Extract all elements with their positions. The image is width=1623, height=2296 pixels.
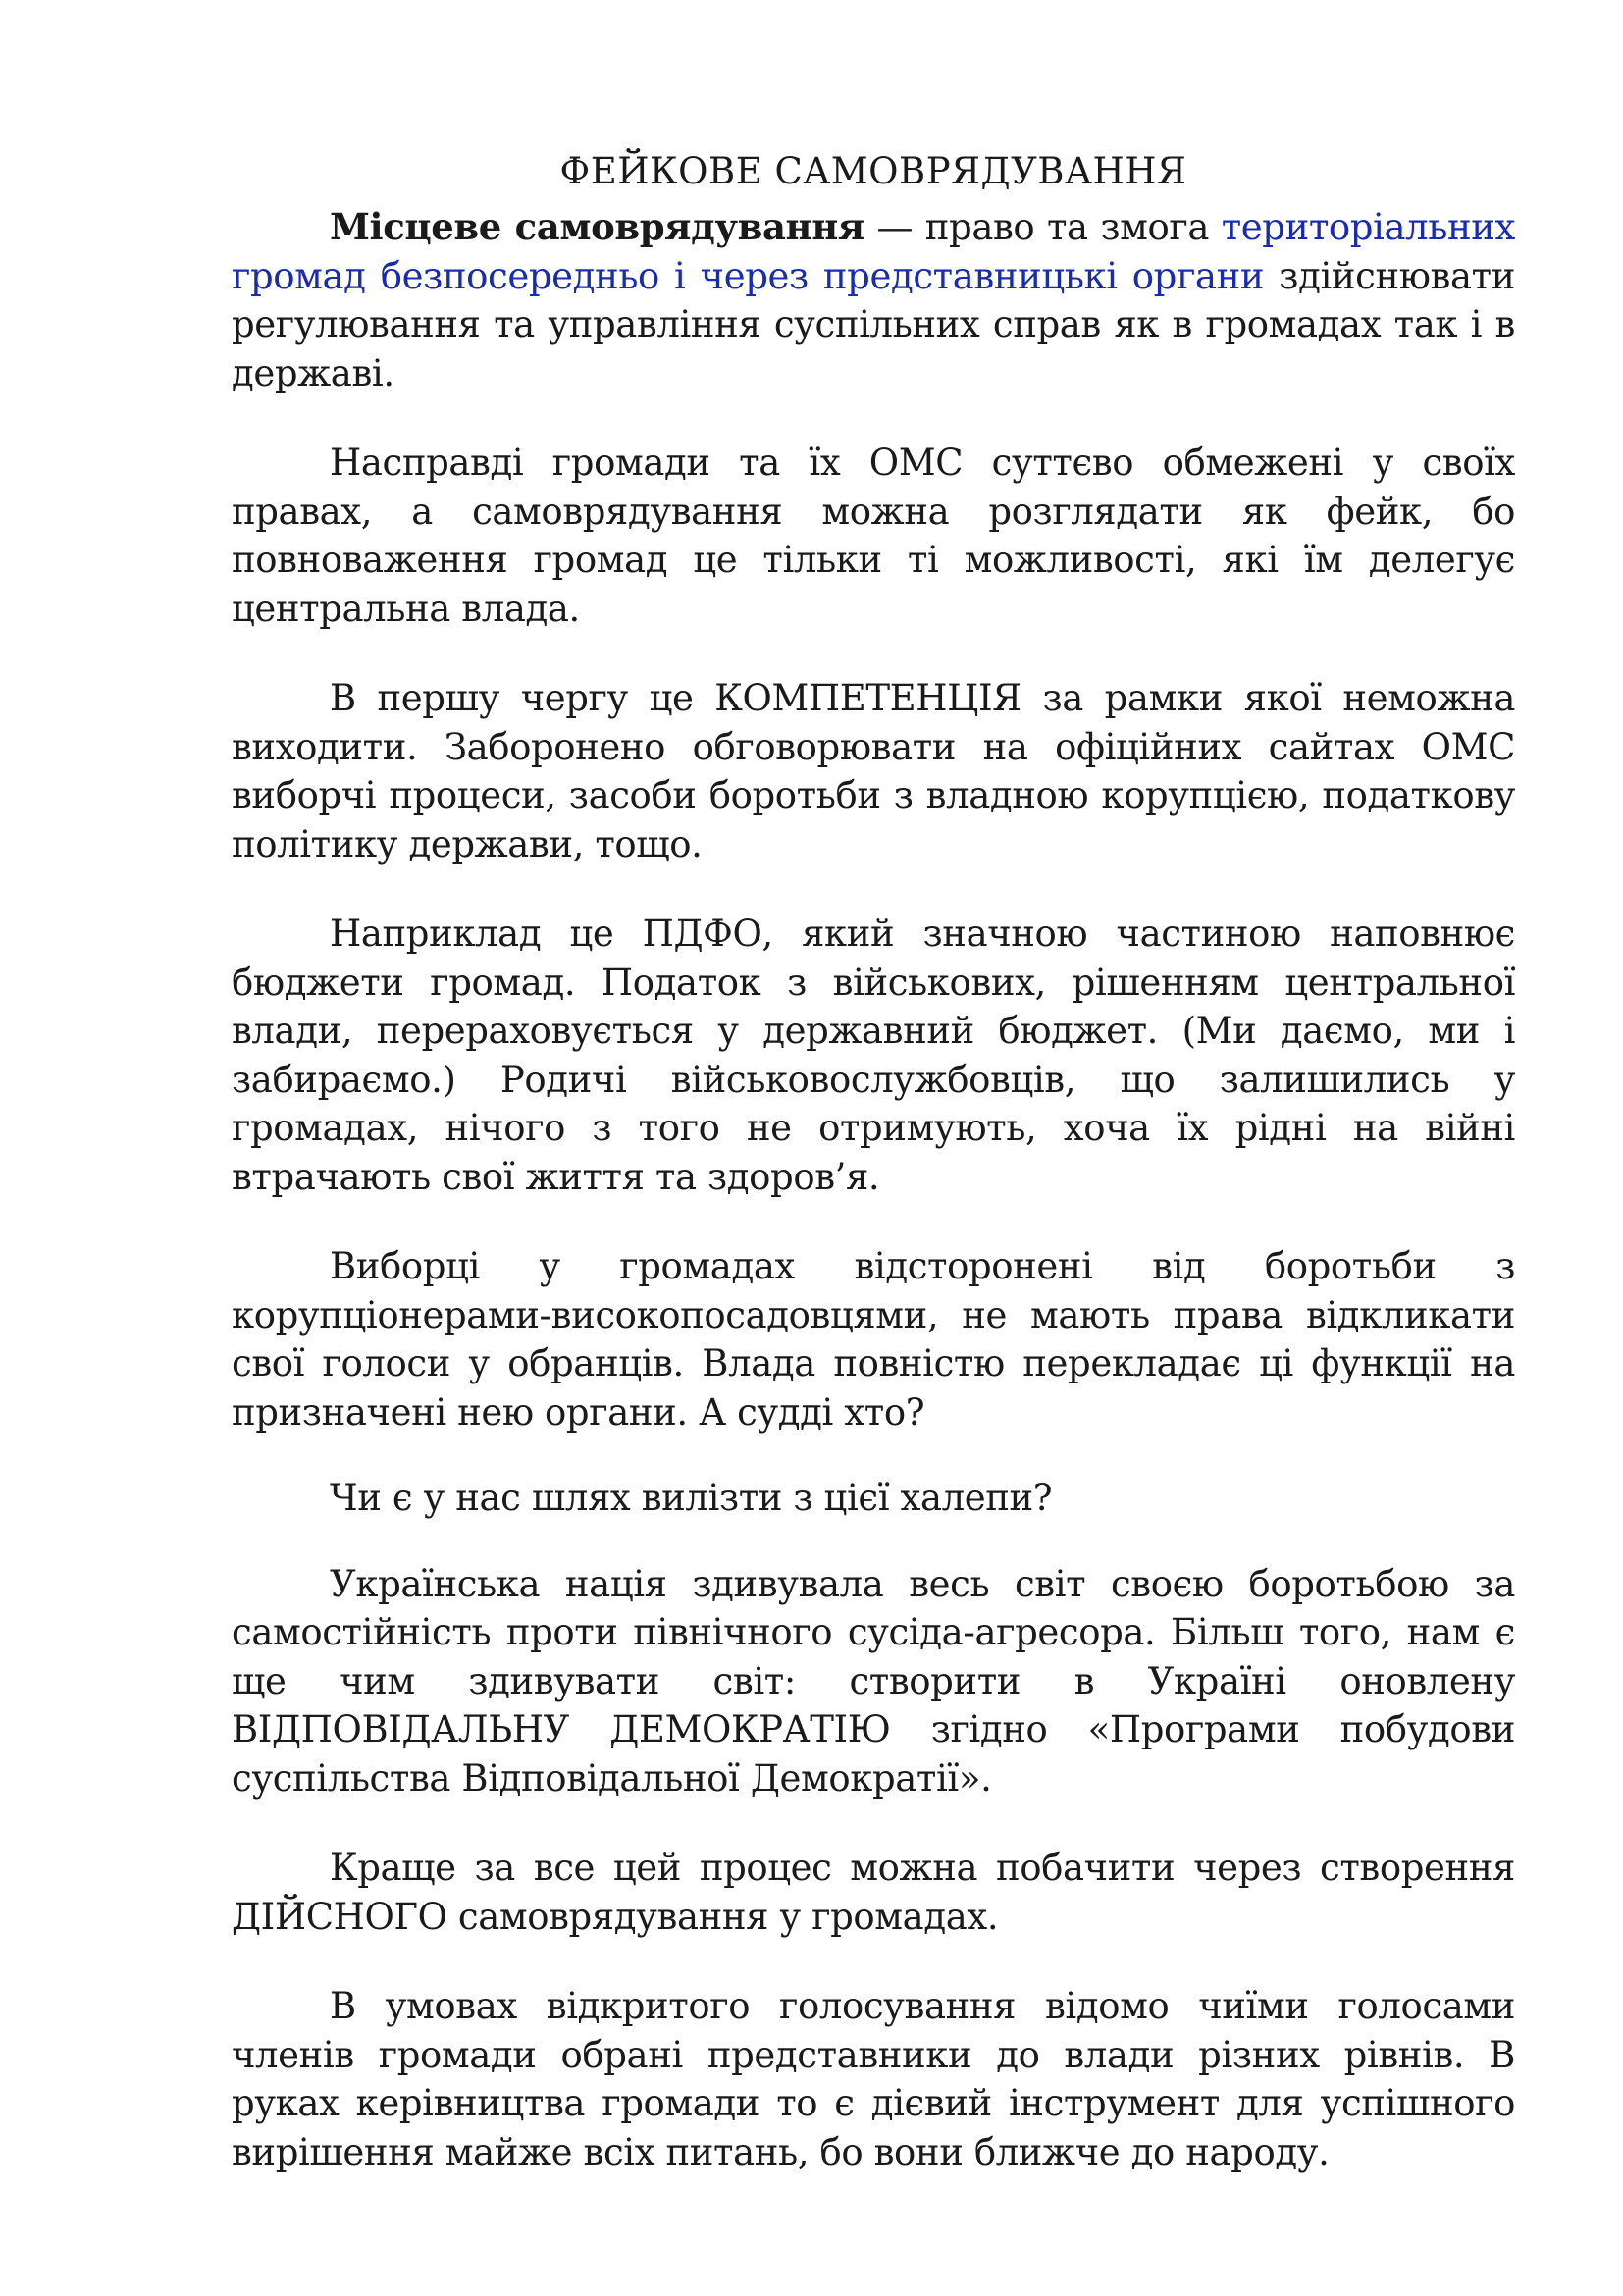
paragraph-pdfo: Наприклад це ПДФО, який значною частиною наповнює бюджети громад. Податок з військових, рішенням центральної влади, перераховується у державний бюджет. (Ми даємо, ми і забираємо.) Родичі військовослужбовців, що залишились у громадах, нічого з того не отримують, хоча їх рідні на війні втрачають свої життя та здоров’я. <box>232 913 1515 1198</box>
paragraph-fake-selfgovernment: Насправді громади та їх ОМС суттєво обмежені у своїх правах, а самоврядування можна розглядати як фейк, бо повноваження громад це тільки ті можливості, які їм делегує центральна влада. <box>232 442 1515 630</box>
paragraph-question: Чи є у нас шлях вилізти з цієї халепи? <box>330 1477 1053 1519</box>
paragraph-definition <box>232 203 1515 397</box>
defined-term: Місцеве самоврядування <box>330 205 864 248</box>
paragraph-competence: В першу чергу це КОМПЕТЕНЦІЯ за рамки якої неможна виходити. Заборонено обговорювати на офіційних сайтах ОМС виборчі процеси, засоби боротьби з владною корупцією, податкову політику держави, тощо. <box>232 677 1515 865</box>
territorial-communities-link[interactable]: територіальних громад безпосередньо і через представницькі органи <box>232 206 1515 297</box>
definition-dash: — право та змога <box>864 206 1222 248</box>
document-body <box>232 147 1515 2218</box>
paragraph-voters: Виборці у громадах відсторонені від боротьби з корупціонерами-високопосадовцями, не мають права відкликати свої голоси у обранців. Влада повністю перекладає ці функції на призначені нею органи. А судді хто? <box>232 1245 1515 1434</box>
paragraph-ukrainian-nation: Українська нація здивувала весь світ своєю боротьбою за самостійність проти північного сусіда-агресора. Більш того, нам є ще чим здивувати світ: створити в Україні оновлену ВІДПОВІДАЛЬНУ ДЕМОКРАТІЮ згідно «Програми побудови суспільства Відповідальної Демократії». <box>232 1562 1515 1800</box>
paragraph-open-voting: В умовах відкритого голосування відомо чиїми голосами членів громади обрані представники до влади різних рівнів. В руках керівництва громади то є дієвий інструмент для успішного вирішення майже всіх питань, бо вони ближче до народу. <box>232 1985 1515 2173</box>
document-title: ФЕЙКОВЕ САМОВРЯДУВАННЯ <box>559 150 1187 192</box>
paragraph-real-selfgovernment: Краще за все цей процес можна побачити через створення ДІЙСНОГО самоврядування у громадах. <box>232 1847 1515 1938</box>
definition-rest: здійснювати регулювання та управління суспільних справ як в громадах так і в державі. <box>232 254 1515 394</box>
